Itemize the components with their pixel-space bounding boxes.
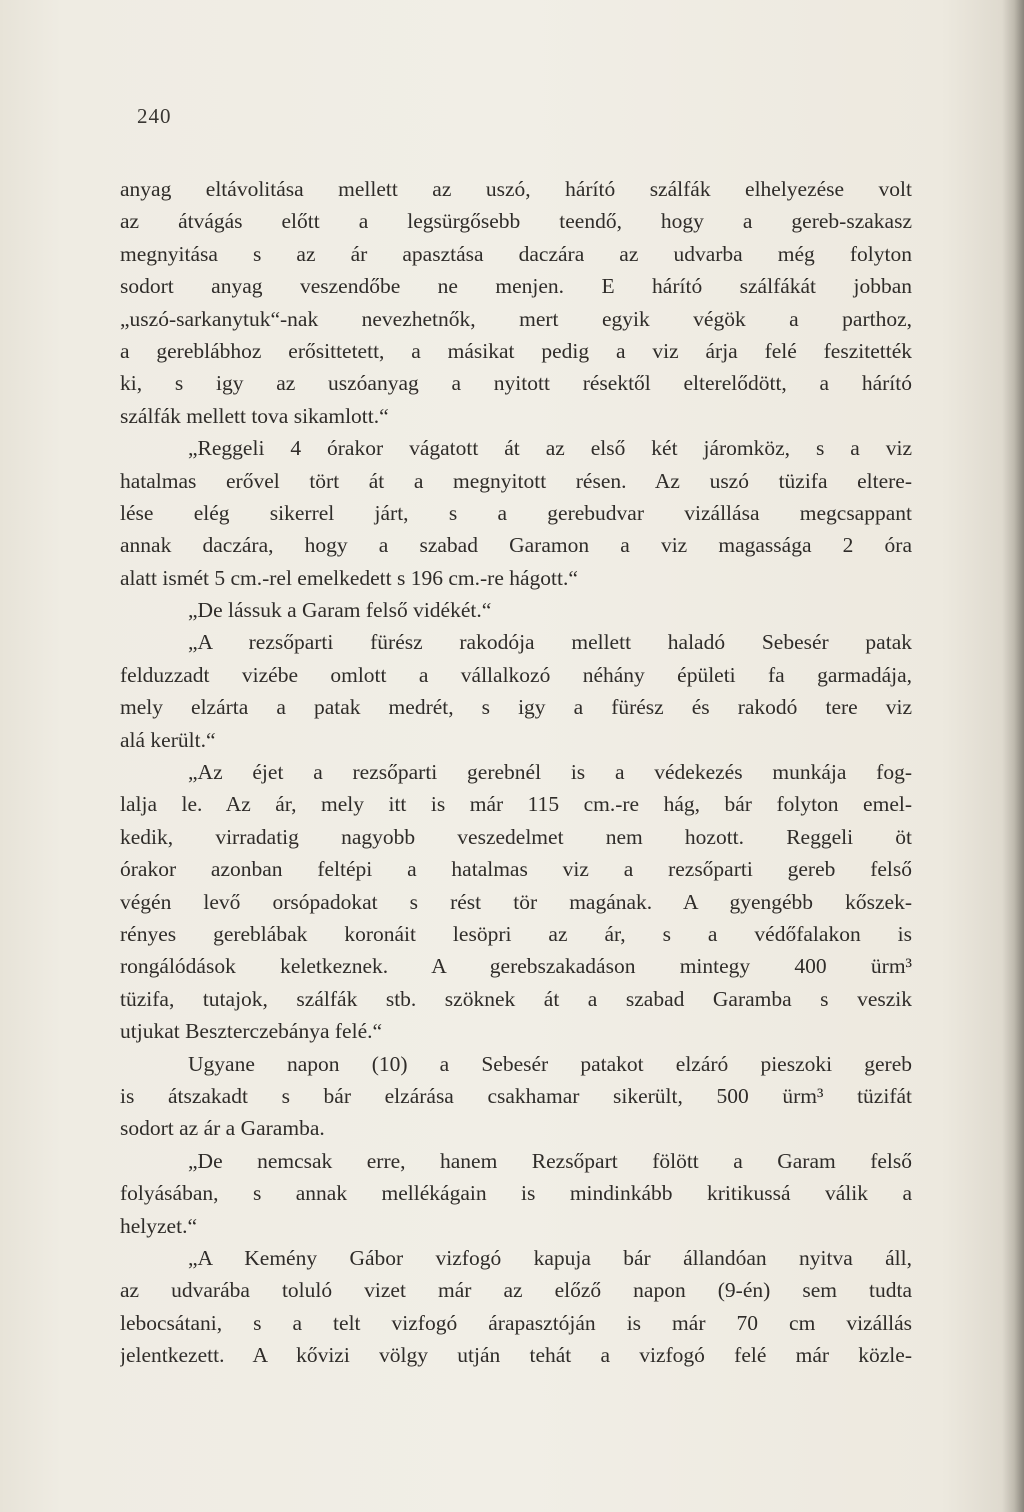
page-edge-shadow [1002, 0, 1024, 1512]
text-line: az átvágás előtt a legsürgősebb teendő, hogy a gereb-szakasz [120, 209, 912, 234]
text-line: „Reggeli 4 órakor vágatott át az első két járomköz, s a viz [188, 436, 912, 461]
text-line: sodort anyag veszendőbe ne menjen. E hárító szálfákát jobban [120, 274, 912, 299]
text-line: végén levő orsópadokat s rést tör magának. A gyengébb kőszek- [120, 889, 912, 914]
text-line: alatt ismét 5 cm.-rel emelkedett s 196 cm.-re hágott.“ [120, 565, 578, 590]
text-line: „Az éjet a rezsőparti gerebnél is a védekezés munkája fog- [188, 760, 912, 785]
text-line: utjukat Beszterczebánya felé.“ [120, 1019, 383, 1044]
text-line: „uszó-sarkanytuk“-nak nevezhetnők, mert egyik végök a parthoz, [120, 306, 912, 331]
text-line: „De nemcsak erre, hanem Rezsőpart fölött a Garam felső [188, 1148, 912, 1173]
text-line: folyásában, s annak mellékágain is mindinkább kritikussá válik a [120, 1181, 912, 1206]
text-line: helyzet.“ [120, 1213, 197, 1238]
text-line: lalja le. Az ár, mely itt is már 115 cm.-re hág, bár folyton emel- [120, 792, 912, 817]
page-number: 240 [137, 104, 172, 128]
text-line: kedik, virradatig nagyobb veszedelmet nem hozott. Reggeli öt [120, 824, 912, 849]
text-line: mely elzárta a patak medrét, s igy a fürész és rakodó tere viz [120, 695, 912, 720]
text-line: rényes gereblábak koronáit lesöpri az ár, s a védőfalakon is [120, 921, 912, 946]
text-line: „A rezsőparti fürész rakodója mellett haladó Sebesér patak [188, 630, 912, 655]
text-line: a gereblábhoz erősittetett, a másikat pedig a viz árja felé feszitették [120, 338, 912, 363]
text-line: anyag eltávolitása mellett az uszó, hárító szálfák elhelyezése volt [120, 177, 912, 201]
text-line: ki, s igy az uszóanyag a nyitott résektől elterelődött, a hárító [120, 371, 912, 396]
text-line: annak daczára, hogy a szabad Garamon a viz magassága 2 óra [120, 533, 912, 558]
text-line: megnyitása s az ár apasztása daczára az udvarba még folyton [120, 241, 912, 266]
text-line: lése elég sikerrel járt, s a gerebudvar vizállása megcsappant [120, 500, 912, 525]
text-line: felduzzadt vizébe omlott a vállalkozó néhány épületi fa garmadája, [120, 662, 912, 687]
text-line: tüzifa, tutajok, szálfák stb. szöknek át a szabad Garamba s veszik [120, 986, 912, 1011]
body-text [120, 173, 912, 1371]
text-line: sodort az ár a Garamba. [120, 1116, 325, 1141]
text-line: „De lássuk a Garam felső vidékét.“ [188, 598, 492, 623]
text-line: rongálódások keletkeznek. A gerebszakadáson mintegy 400 ürm³ [120, 954, 912, 979]
text-line: „A Kemény Gábor vizfogó kapuja bár állandóan nyitva áll, [188, 1245, 912, 1270]
text-line: Ugyane napon (10) a Sebesér patakot elzáró pieszoki gereb [188, 1051, 912, 1076]
text-line: az udvarába toluló vizet már az előző napon (9-én) sem tudta [120, 1278, 912, 1303]
text-line: jelentkezett. A kővizi völgy utján tehát a vizfogó felé már közle- [120, 1343, 912, 1368]
text-line: hatalmas erővel tört át a megnyitott résen. Az uszó tüzifa eltere- [120, 468, 912, 493]
text-line: is átszakadt s bár elzárása csakhamar sikerült, 500 ürm³ tüzifát [120, 1083, 912, 1108]
text-line: szálfák mellett tova sikamlott.“ [120, 403, 389, 428]
text-line: lebocsátani, s a telt vizfogó árapasztóján is már 70 cm vizállás [120, 1310, 912, 1335]
text-line: alá került.“ [120, 727, 216, 752]
text-line: órakor azonban feltépi a hatalmas viz a rezsőparti gereb felső [120, 857, 912, 882]
